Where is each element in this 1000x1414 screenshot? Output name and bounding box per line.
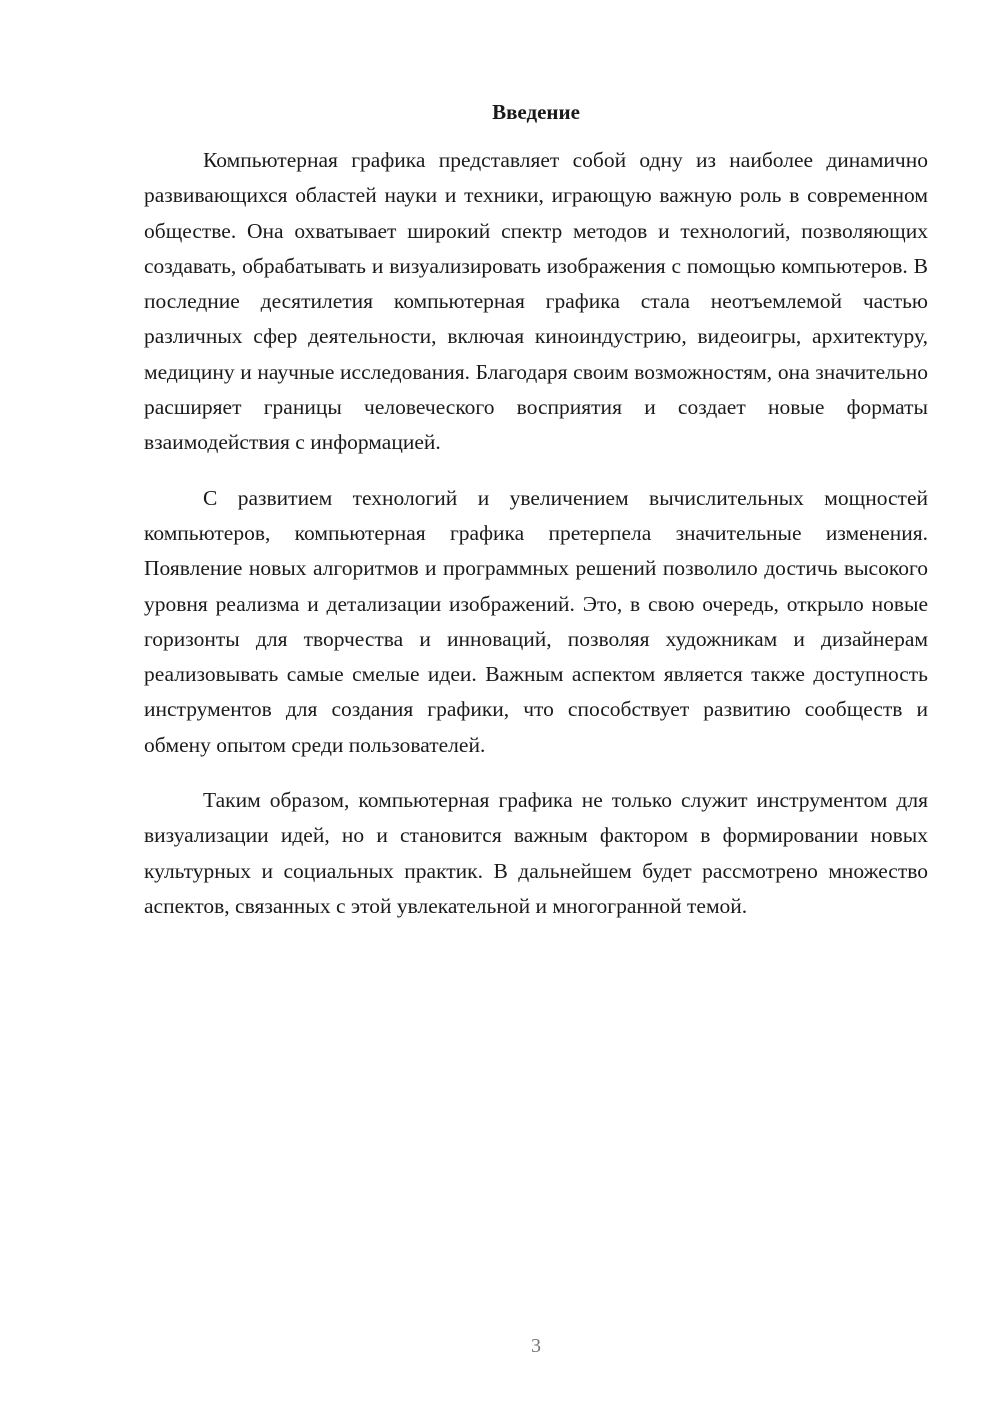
paragraph-2: С развитием технологий и увеличением вычислительных мощностей компьютеров, компьютерная графика претерпела значительные изменения. Появление новых алгоритмов и программных решений позволило достичь высокого уровня реализма и детализации изображений. Это, в свою очередь, открыло новые горизонты для творчества и инноваций, позволяя художникам и дизайнерам реализовывать самые смелые идеи. Важным аспектом является также доступность инструментов для создания графики, что способствует развитию сообществ и обмену опытом среди пользователей. bbox=[144, 485, 928, 757]
section-heading: Введение bbox=[492, 100, 580, 124]
page-number: 3 bbox=[531, 1335, 541, 1357]
body-text bbox=[144, 143, 928, 944]
paragraph-1: Компьютерная графика представляет собой одну из наиболее динамично развивающихся областей науки и техники, играющую важную роль в современном обществе. Она охватывает широкий спектр методов и технологий, позволяющих создавать, обрабатывать и визуализировать изображения с помощью компьютеров. В последние десятилетия компьютерная графика стала неотъемлемой частью различных сфер деятельности, включая киноиндустрию, видеоигры, архитектуру, медицину и научные исследования. Благодаря своим возможностям, она значительно расширяет границы человеческого восприятия и создает новые форматы взаимодействия с информацией. bbox=[144, 148, 928, 455]
paragraph-3: Таким образом, компьютерная графика не только служит инструментом для визуализации идей, но и становится важным фактором в формировании новых культурных и социальных практик. В дальнейшем будет рассмотрено множество аспектов, связанных с этой увлекательной и многогранной темой. bbox=[144, 788, 928, 918]
